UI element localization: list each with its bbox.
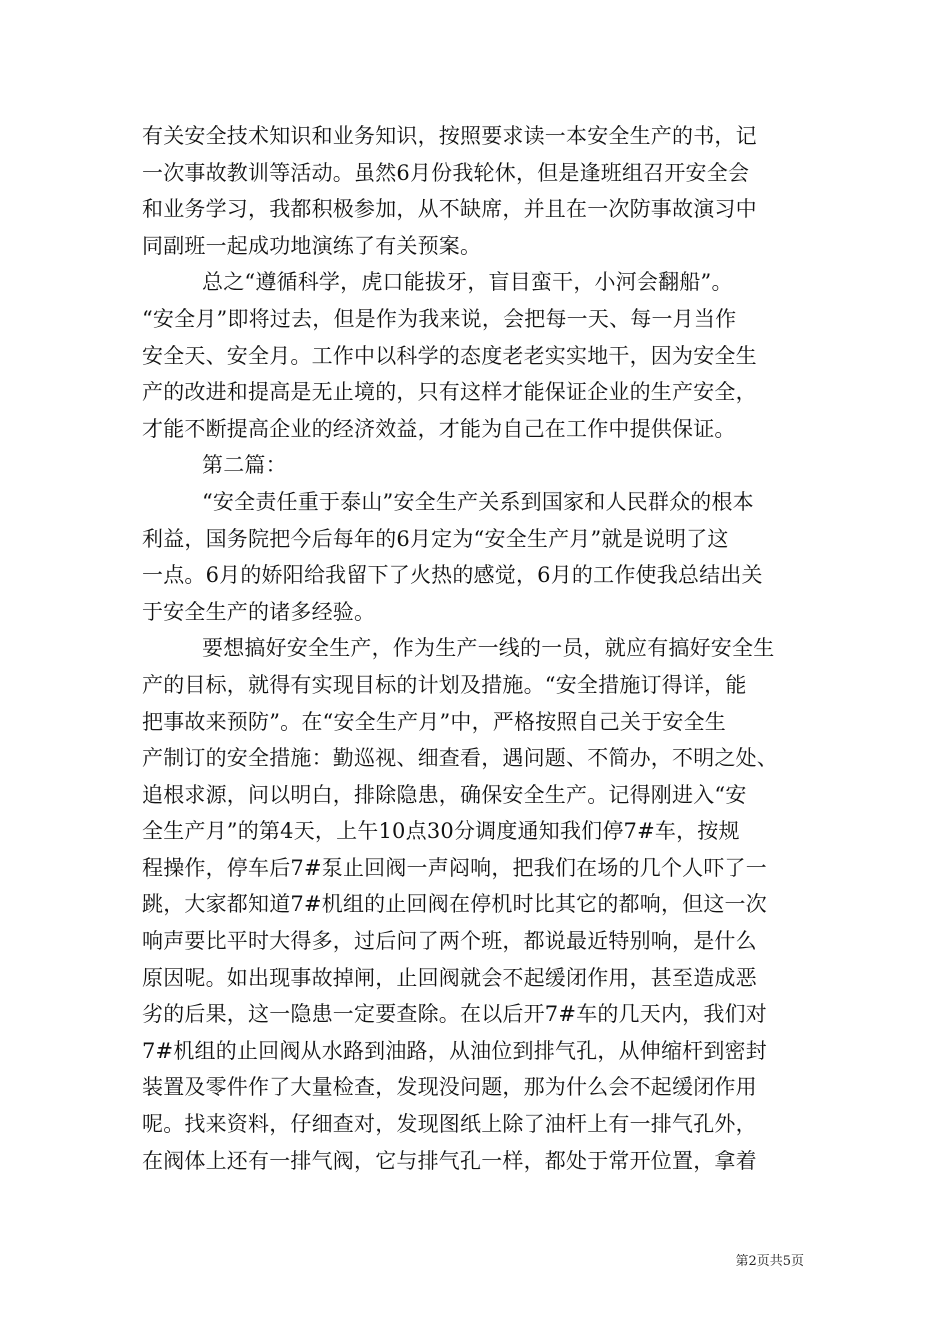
paragraph-start-line: 要想搞好安全生产，作为生产一线的一员，就应有搞好安全生 bbox=[202, 636, 775, 661]
text-line: 有关安全技术知识和业务知识，按照要求读一本安全生产的书，记 bbox=[142, 124, 757, 148]
text-line: 于安全生产的诸多经验。 bbox=[142, 599, 376, 624]
text-line: 程操作，停车后7#泵止回阀一声闷响，把我们在场的几个人吓了一 bbox=[142, 855, 767, 880]
text-line: 才能不断提高企业的经济效益，才能为自己在工作中提供保证。 bbox=[142, 416, 736, 441]
text-line: 一次事故教训等活动。虽然6月份我轮休，但是逢班组召开安全会 bbox=[142, 160, 750, 185]
text-line: 装置及零件作了大量检查，发现没问题，那为什么会不起缓闭作用 bbox=[142, 1075, 757, 1100]
text-line: 和业务学习，我都积极参加，从不缺席，并且在一次防事故演习中 bbox=[142, 197, 757, 222]
text-line: 安全天、安全月。工作中以科学的态度老老实实地干，因为安全生 bbox=[142, 343, 757, 368]
text-line: 响声要比平时大得多，过后问了两个班，都说最近特别响，是什么 bbox=[142, 929, 757, 954]
text-line: 同副班一起成功地演练了有关预案。 bbox=[142, 233, 482, 258]
paragraph-start-line: “安全责任重于泰山”安全生产关系到国家和人民群众的根本 bbox=[202, 489, 754, 514]
text-line: 追根求源，问以明白，排除隐患，确保安全生产。记得刚进入“安 bbox=[142, 782, 747, 807]
text-line: 7#机组的止回阀从水路到油路，从油位到排气孔，从伸缩杆到密封 bbox=[142, 1038, 767, 1063]
text-line: “安全月”即将过去，但是作为我来说，会把每一天、每一月当作 bbox=[142, 306, 737, 331]
text-line: 产制订的安全措施：勤巡视、细查看，遇问题、不简办，不明之处、 bbox=[142, 746, 778, 771]
text-line: 产的目标，就得有实现目标的计划及措施。“安全措施订得详，能 bbox=[142, 672, 747, 697]
section-heading: 第二篇： bbox=[202, 453, 287, 478]
text-line: 劣的后果，这一隐患一定要查除。在以后开7#车的几天内，我们对 bbox=[142, 1002, 767, 1027]
text-line: 呢。找来资料，仔细查对，发现图纸上除了油杆上有一排气孔外， bbox=[142, 1112, 757, 1137]
text-line: 把事故来预防”。在“安全生产月”中，严格按照自己关于安全生 bbox=[142, 709, 727, 734]
page-number-footer: 第2页共5页 bbox=[735, 1254, 804, 1269]
text-line: 利益，国务院把今后每年的6月定为“安全生产月”就是说明了这 bbox=[142, 526, 729, 551]
text-line: 全生产月”的第4天，上午10点30分调度通知我们停7#车，按规 bbox=[142, 819, 740, 844]
document-body bbox=[142, 118, 810, 1179]
text-line: 产的改进和提高是无止境的，只有这样才能保证企业的生产安全， bbox=[142, 380, 757, 405]
text-line: 跳，大家都知道7#机组的止回阀在停机时比其它的都响，但这一次 bbox=[142, 892, 767, 917]
text-line: 一点。6月的娇阳给我留下了火热的感觉，6月的工作使我总结出关 bbox=[142, 563, 763, 588]
text-line: 原因呢。如出现事故掉闸，止回阀就会不起缓闭作用，甚至造成恶 bbox=[142, 965, 757, 990]
text-line: 在阀体上还有一排气阀，它与排气孔一样，都处于常开位置，拿着 bbox=[142, 1148, 757, 1173]
paragraph-start-line: 总之“遵循科学，虎口能拔牙，盲目蛮干，小河会翻船”。 bbox=[202, 270, 733, 295]
